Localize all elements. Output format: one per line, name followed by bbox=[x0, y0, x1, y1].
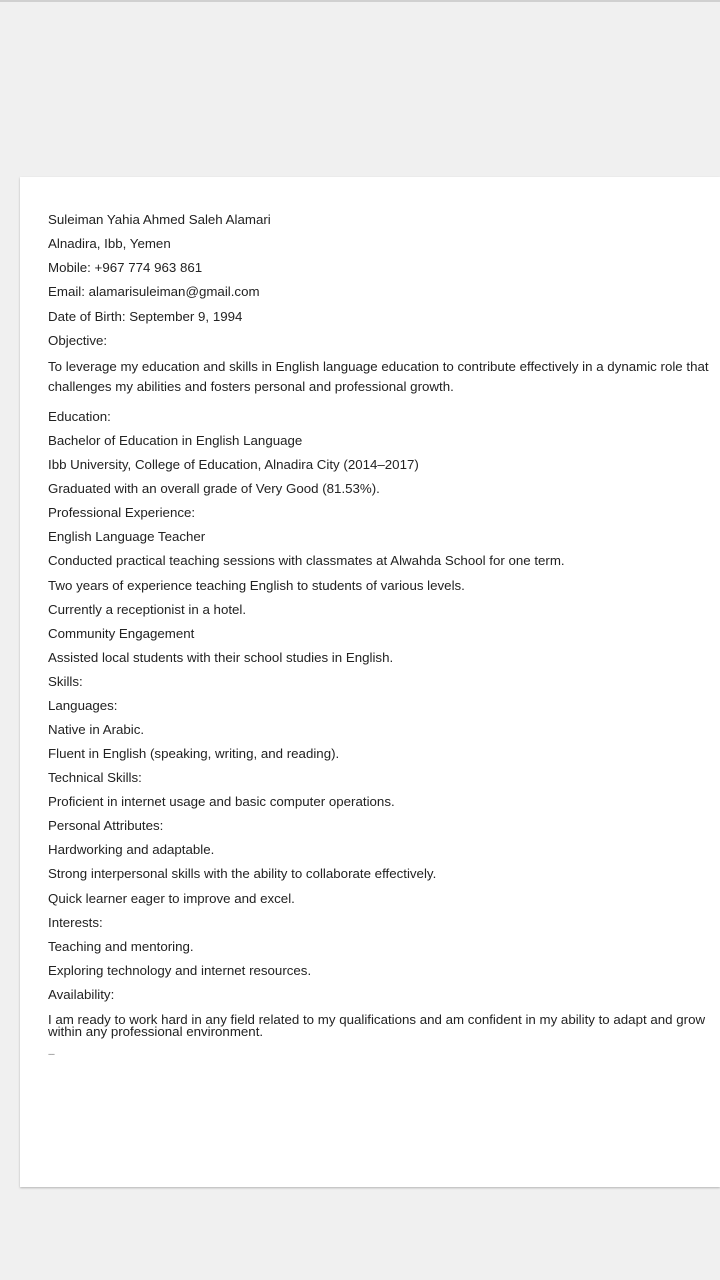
attribute-item: Quick learner eager to improve and excel. bbox=[48, 891, 295, 906]
resume-dob: Date of Birth: September 9, 1994 bbox=[48, 309, 243, 324]
resume-address: Alnadira, Ibb, Yemen bbox=[48, 236, 171, 251]
experience-item: Currently a receptionist in a hotel. bbox=[48, 602, 247, 617]
resume-mobile: Mobile: +967 774 963 861 bbox=[48, 260, 203, 275]
education-heading: Education: bbox=[48, 409, 111, 424]
attribute-item: Strong interpersonal skills with the ability to collaborate effectively. bbox=[48, 866, 437, 881]
document-page bbox=[20, 177, 720, 1187]
education-grade: Graduated with an overall grade of Very Good (81.53%). bbox=[48, 481, 380, 496]
education-degree: Bachelor of Education in English Language bbox=[48, 433, 303, 448]
interests-heading: Interests: bbox=[48, 915, 103, 930]
top-divider bbox=[0, 0, 720, 2]
attribute-item: Hardworking and adaptable. bbox=[48, 842, 215, 857]
resume-email: Email: alamarisuleiman@gmail.com bbox=[48, 284, 260, 299]
language-item: Fluent in English (speaking, writing, and reading). bbox=[48, 746, 340, 761]
skills-heading: Skills: bbox=[48, 674, 83, 689]
objective-heading: Objective: bbox=[48, 333, 108, 348]
resume-name: Suleiman Yahia Ahmed Saleh Alamari bbox=[48, 212, 271, 227]
interest-item: Teaching and mentoring. bbox=[48, 939, 194, 954]
community-item: Assisted local students with their school studies in English. bbox=[48, 650, 394, 665]
job-title: English Language Teacher bbox=[48, 529, 206, 544]
availability-heading: Availability: bbox=[48, 987, 115, 1002]
technical-heading: Technical Skills: bbox=[48, 770, 142, 785]
personal-heading: Personal Attributes: bbox=[48, 818, 164, 833]
technical-item: Proficient in internet usage and basic computer operations. bbox=[48, 794, 395, 809]
education-university: Ibb University, College of Education, Alnadira City (2014–2017) bbox=[48, 457, 419, 472]
community-heading: Community Engagement bbox=[48, 626, 195, 641]
experience-item: Two years of experience teaching English to students of various levels. bbox=[48, 578, 465, 593]
end-mark: --- bbox=[48, 1049, 54, 1059]
interest-item: Exploring technology and internet resources. bbox=[48, 963, 312, 978]
objective-text: To leverage my education and skills in English language education to contribute effectively in a dynamic role that challenges my abilities and fosters personal and professional growth. bbox=[48, 359, 709, 394]
languages-heading: Languages: bbox=[48, 698, 118, 713]
experience-heading: Professional Experience: bbox=[48, 505, 196, 520]
availability-text: I am ready to work hard in any field related to my qualifications and am confident in my ability to adapt and grow within any professional environment. bbox=[48, 1012, 706, 1039]
experience-item: Conducted practical teaching sessions with classmates at Alwahda School for one term. bbox=[48, 553, 565, 568]
language-item: Native in Arabic. bbox=[48, 722, 145, 737]
